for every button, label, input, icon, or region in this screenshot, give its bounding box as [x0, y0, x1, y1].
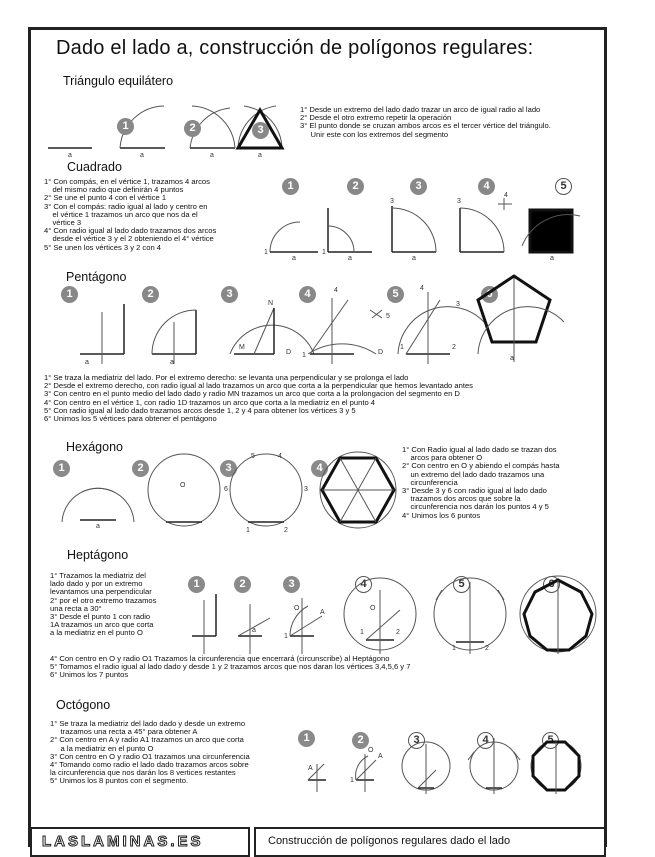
heptagono-step-2-badge: 2 — [234, 576, 251, 593]
cuadrado-step-3-badge: 3 — [410, 178, 427, 195]
heptagono-step-4-badge: 4 — [355, 576, 372, 593]
svg-text:1: 1 — [284, 633, 288, 640]
svg-text:3: 3 — [456, 301, 460, 308]
cuadrado-step-4-badge: 4 — [478, 178, 495, 195]
cuadrado-figures — [260, 192, 590, 266]
footer-caption: Construcción de polígonos regulares dado el lado — [268, 835, 511, 847]
brand-logo: LASLAMINAS.ES — [42, 833, 204, 850]
svg-text:2: 2 — [452, 344, 456, 351]
hexagono-step-3-badge: 3 — [220, 460, 237, 477]
section-title-hexagono: Hexágono — [66, 440, 123, 454]
svg-text:3: 3 — [390, 198, 394, 205]
svg-text:1: 1 — [400, 344, 404, 351]
triangulo-steps: 1° Desde un extremo del lado dado trazar un arco de igual radio al lado 2° Desde el otro extremo repetir la operación 3° El punto donde se cruzan ambos arcos es el tercer vértice del triángulo. Unir este con los extremos del segmento — [300, 105, 551, 139]
octogono-steps: 1° Se traza la mediatriz del lado dado y desde un extremo trazamos una recta a 45° para obtener A 2° Con centro en A y radio A1 trazamos un arco que corta a la mediatriz en el punto O 3° Con centro en O y radio O1 trazamos una circunferencia 4° Tomando como radio el lado dado trazamos arcos sobre la circunferencia que nos darán los 8 vertices restantes 5° Unimos los 8 puntos con el segmento. — [50, 719, 250, 786]
heptagono-step-1-badge: 1 — [188, 576, 205, 593]
pentagono-figures — [40, 282, 600, 372]
octogono-step-1-badge: 1 — [298, 730, 315, 747]
svg-text:1: 1 — [264, 249, 268, 256]
hexagono-figures — [40, 450, 410, 535]
svg-text:a: a — [210, 152, 214, 159]
svg-text:4: 4 — [420, 285, 424, 292]
svg-text:1: 1 — [350, 777, 354, 784]
svg-text:O: O — [368, 747, 374, 754]
svg-text:2: 2 — [485, 645, 489, 652]
svg-text:1: 1 — [302, 352, 306, 359]
footer-brand-box — [30, 827, 250, 857]
svg-text:a: a — [550, 255, 554, 262]
heptagono-steps-b: 4° Con centro en O y radio O1 Trazamos la circunferencia que encerrará (circunscribe) al Heptágono 5° Tomamos el radio igual al lado dado y desde 1 y 2 trazamos arcos que nos daran los vértices 3,4,5,6 y 7 6° Unimos los 7 puntos — [50, 654, 411, 680]
svg-text:2: 2 — [284, 527, 288, 534]
hexagono-steps: 1° Con Radio igual al lado dado se trazan dos arcos para obtener O 2° Con centro en O y abiendo el compás hasta un extremo del lado dado trazamos una circunferencia 3° Desde 3 y 6 con radio igual al lado dado trazamos dos arcos que sobre la circunferencia nos darán los puntos 4 y 5 4° Unimos los 6 puntos — [402, 445, 560, 520]
cuadrado-step-2-badge: 2 — [347, 178, 364, 195]
svg-text:D: D — [378, 349, 384, 356]
section-title-octogono: Octógono — [56, 698, 111, 712]
octogono-step-3-badge: 3 — [408, 732, 425, 749]
step-1-badge: 1 — [117, 118, 134, 135]
svg-text:a: a — [412, 255, 416, 262]
cuadrado-step-1-badge: 1 — [282, 178, 299, 195]
svg-text:5: 5 — [251, 453, 255, 460]
pentagono-step-4-badge: 4 — [299, 286, 316, 303]
pentagono-step-5-badge: 5 — [387, 286, 404, 303]
section-title-triangulo: Triángulo equilátero — [63, 74, 174, 88]
svg-text:O: O — [370, 605, 376, 612]
heptagono-step-6-badge: 6 — [543, 576, 560, 593]
svg-text:N: N — [268, 300, 274, 307]
svg-text:4: 4 — [504, 192, 508, 199]
svg-text:a: a — [348, 255, 352, 262]
svg-text:a: a — [170, 359, 174, 366]
pentagono-step-6-badge: 6 — [481, 286, 498, 303]
svg-text:1: 1 — [360, 629, 364, 636]
cuadrado-step-5-badge: 5 — [555, 178, 572, 195]
svg-text:5: 5 — [386, 313, 390, 320]
octogono-figures — [296, 730, 586, 800]
svg-text:A: A — [320, 609, 325, 616]
svg-text:a: a — [140, 152, 144, 159]
svg-text:a: a — [68, 152, 72, 159]
svg-text:A: A — [308, 765, 313, 772]
pentagono-step-1-badge: 1 — [61, 286, 78, 303]
heptagono-step-3-badge: 3 — [283, 576, 300, 593]
cuadrado-steps: 1° Con compás, en el vértice 1, trazamos 4 arcos del mismo radio que definirán 4 puntos 2° Se une el punto 4 con el vértice 1 3° Con el compás: radio igual al lado y centro en el vértice 1 trazamos un arco que nos da el vértice 3 4° Con radio igual al lado dado trazamos dos arcos desde el vértice 3 y el 2 obteniendo el 4° vértice 5° Se unen los vértices 3 y 2 con 4 — [44, 177, 217, 252]
hexagono-step-2-badge: 2 — [132, 460, 149, 477]
svg-text:1: 1 — [322, 249, 326, 256]
svg-text:M: M — [239, 344, 245, 351]
svg-text:A: A — [378, 753, 383, 760]
heptagono-steps-a: 1° Trazamos la mediatriz del lado dado y por un extremo levantamos una perpendicular 2° por el otro extremo trazamos una recta a 30° 3° Desde el punto 1 con radio 1A trazamos un arco que corta a la mediatriz en el punto O — [50, 571, 157, 638]
section-title-cuadrado: Cuadrado — [67, 160, 122, 174]
svg-text:a: a — [292, 255, 296, 262]
svg-text:O: O — [180, 482, 186, 489]
octogono-step-5-badge: 5 — [542, 732, 559, 749]
step-2-badge: 2 — [184, 120, 201, 137]
svg-text:3: 3 — [304, 486, 308, 493]
svg-text:2: 2 — [396, 629, 400, 636]
hexagono-step-4-badge: 4 — [311, 460, 328, 477]
svg-text:O: O — [294, 605, 300, 612]
heptagono-step-5-badge: 5 — [453, 576, 470, 593]
svg-text:1: 1 — [246, 527, 250, 534]
hexagono-step-1-badge: 1 — [53, 460, 70, 477]
octogono-step-2-badge: 2 — [352, 732, 369, 749]
svg-text:a: a — [85, 359, 89, 366]
svg-text:1: 1 — [452, 645, 456, 652]
footer-caption-box — [254, 827, 606, 857]
section-title-heptagono: Heptágono — [67, 548, 129, 562]
page-title: Dado el lado a, construcción de polígonos regulares: — [56, 37, 534, 59]
heptagono-figures — [180, 570, 600, 660]
svg-text:a: a — [96, 523, 100, 530]
pentagono-step-3-badge: 3 — [221, 286, 238, 303]
svg-text:a: a — [252, 627, 256, 634]
svg-text:a: a — [510, 355, 514, 362]
svg-text:a: a — [258, 152, 262, 159]
pentagono-steps: 1° Se traza la mediatriz del lado. Por el extremo derecho: se levanta una perpendicular y se prolonga el lado 2° Desde el extremo derecho, con radio igual al lado trazamos un arco que corta a la perpendicular que hemos levantado antes 3° Con centro en el punto medio del lado dado y radio MN trazamos un arco que corta a la prolongacion del segmento en D 4° Con centro en el vértice 1, con radio 1D trazamos un arco que corta a la mediatriz en el punto 4 5° Con radio igual al lado dado trazamos arcos desde 1, 2 y 4 para obtener los vértices 3 y 5 6° Unimos los 5 vértices para obtener el pentágono — [44, 373, 473, 424]
svg-text:4: 4 — [334, 287, 338, 294]
section-title-pentagono: Pentágono — [66, 270, 127, 284]
step-3-badge: 3 — [252, 122, 269, 139]
svg-text:4: 4 — [278, 453, 282, 460]
octogono-step-4-badge: 4 — [477, 732, 494, 749]
svg-text:3: 3 — [457, 198, 461, 205]
svg-text:6: 6 — [224, 486, 228, 493]
pentagono-step-2-badge: 2 — [142, 286, 159, 303]
svg-text:D: D — [286, 349, 292, 356]
